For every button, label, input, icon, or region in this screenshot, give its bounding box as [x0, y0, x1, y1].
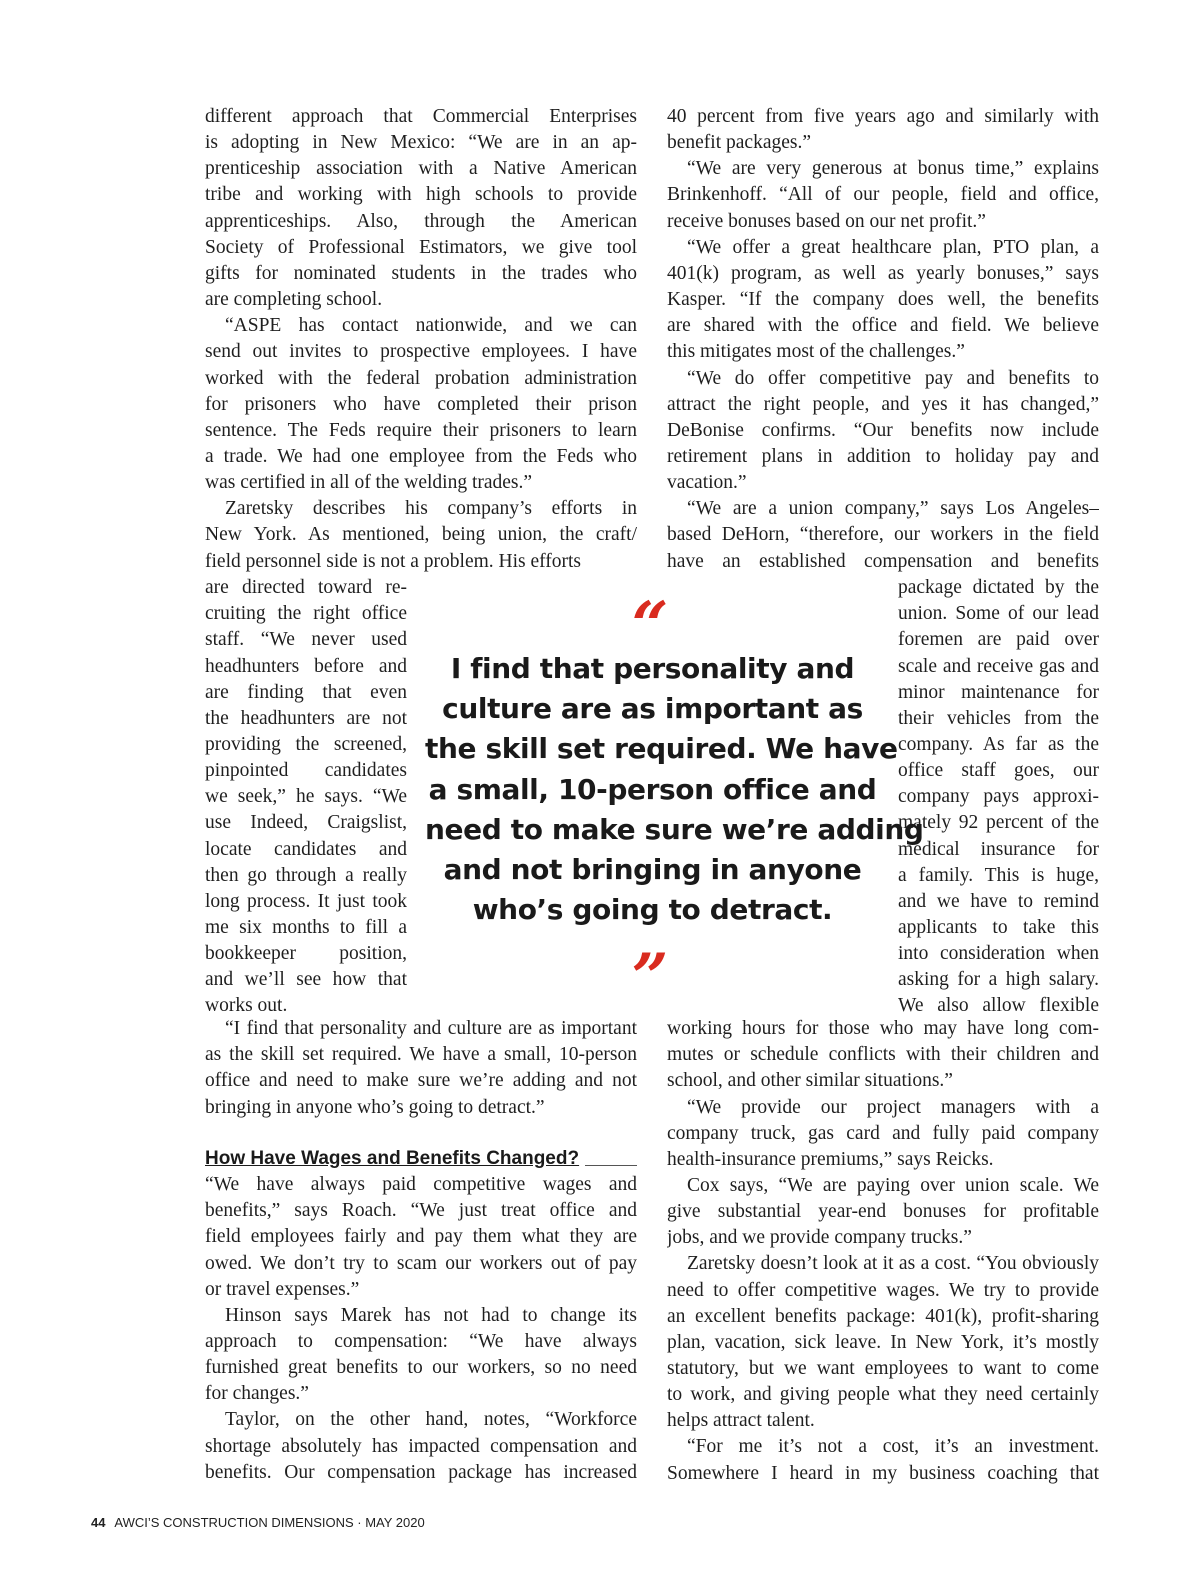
text-line: receive bonuses based on our net profit.”: [667, 210, 986, 232]
text-line: long process. It just took: [205, 890, 407, 912]
text-line: providing the screened,: [205, 733, 407, 755]
text-line: different approach that Commercial Enterprises: [205, 106, 637, 127]
text-line: Kasper. “If the company does well, the benefits: [667, 289, 1099, 310]
text-line: mately 92 percent of the: [898, 812, 1099, 834]
text-line: office staff goes, our: [898, 760, 1099, 781]
text-line: an excellent benefits package: 401(k), profit-sharing: [667, 1305, 1099, 1327]
text-line: send out invites to prospective employees. I have: [205, 341, 637, 363]
text-line: approach to compensation: “We have always: [205, 1330, 637, 1352]
pullquote-close-mark: ”: [631, 940, 669, 1015]
text-line: “For me it’s not a cost, it’s an investment.: [687, 1436, 1099, 1458]
text-line: benefits,” says Roach. “We just treat office and: [205, 1200, 637, 1222]
text-line: Taylor, on the other hand, notes, “Workforce: [225, 1409, 637, 1431]
text-line: this mitigates most of the challenges.”: [667, 341, 965, 363]
text-line: tribe and working with high schools to provide: [205, 184, 637, 206]
text-line: vacation.”: [667, 472, 747, 494]
text-line: “We are very generous at bonus time,” explains: [687, 158, 1099, 180]
pullquote-line: the skill set required. We have: [425, 732, 898, 766]
text-line: union. Some of our lead: [898, 603, 1099, 625]
text-line: asking for a high salary.: [898, 969, 1099, 991]
text-line: school, and other similar situations.”: [667, 1070, 953, 1092]
text-line: locate candidates and: [205, 838, 407, 860]
text-line: for changes.”: [205, 1383, 309, 1405]
page-number: 44: [91, 1515, 106, 1530]
text-line: worked with the federal probation administration: [205, 367, 637, 389]
text-line: 401(k) program, as well as yearly bonuses,” says: [667, 262, 1099, 284]
text-line: benefit packages.”: [667, 132, 812, 154]
text-line: a trade. We had one employee from the Feds who: [205, 445, 637, 467]
text-line: gifts for nominated students in the trades who: [205, 262, 637, 284]
text-line: or travel expenses.”: [205, 1278, 360, 1300]
text-line: “I find that personality and culture are as important: [225, 1018, 637, 1039]
text-line: minor maintenance for: [898, 681, 1099, 703]
text-line: jobs, and we provide company trucks.”: [667, 1227, 972, 1249]
text-line: their vehicles from the: [898, 707, 1099, 729]
text-line: headhunters before and: [205, 655, 407, 677]
text-line: applicants to take this: [898, 917, 1099, 938]
text-line: staff. “We never used: [205, 629, 407, 651]
text-line: Cox says, “We are paying over union scale. We: [687, 1174, 1099, 1196]
text-line: and we’ll see how that: [205, 969, 407, 991]
text-line: we seek,” he says. “We: [205, 786, 407, 808]
text-line: into consideration when: [898, 943, 1099, 965]
text-line: Somewhere I heard in my business coaching that: [667, 1462, 1099, 1484]
text-line: field personnel side is not a problem. His efforts: [205, 550, 582, 572]
text-line: 40 percent from five years ago and similarly with: [667, 106, 1099, 127]
text-line: is adopting in New Mexico: “We are in an ap-: [205, 132, 637, 154]
text-line: health-insurance premiums,” says Reicks.: [667, 1148, 994, 1170]
text-line: are finding that even: [205, 681, 407, 703]
heading-rule: [585, 1165, 637, 1166]
text-line: New York. As mentioned, being union, the craft/: [205, 524, 637, 546]
text-line: sentence. The Feds require their prisoners to learn: [205, 419, 637, 441]
text-line: statutory, but we want employees to want to come: [667, 1358, 1099, 1379]
text-line: package dictated by the: [898, 577, 1099, 598]
text-line: Society of Professional Estimators, we give tool: [205, 236, 637, 258]
text-line: based DeHorn, “therefore, our workers in the field: [667, 524, 1099, 546]
text-line: shortage absolutely has impacted compensation and: [205, 1435, 637, 1457]
text-line: then go through a really: [205, 864, 407, 886]
text-line: for prisoners who have completed their prison: [205, 393, 637, 415]
text-line: was certified in all of the welding trades.”: [205, 472, 533, 494]
text-line: prenticeship association with a Native American: [205, 158, 637, 180]
page-footer: [91, 1514, 425, 1532]
text-line: a family. This is huge,: [898, 864, 1099, 886]
text-line: DeBonise confirms. “Our benefits now include: [667, 419, 1099, 441]
text-line: pinpointed candidates: [205, 760, 407, 781]
text-line: use Indeed, Craigslist,: [205, 812, 407, 834]
text-line: bookkeeper position,: [205, 943, 407, 965]
text-line: “We provide our project managers with a: [687, 1096, 1099, 1118]
text-line: apprenticeships. Also, through the American: [205, 210, 637, 232]
text-line: “ASPE has contact nationwide, and we can: [225, 315, 637, 337]
text-line: are completing school.: [205, 289, 383, 310]
text-line: foremen are paid over: [898, 629, 1099, 651]
pullquote-line: who’s going to detract.: [472, 893, 833, 927]
text-line: Zaretsky describes his company’s efforts in: [225, 498, 637, 520]
text-line: benefits. Our compensation package has increased: [205, 1461, 637, 1483]
text-line: retirement plans in addition to holiday pay and: [667, 445, 1099, 467]
text-line: owed. We don’t try to scam our workers out of pay: [205, 1252, 637, 1274]
text-line: company truck, gas card and fully paid company: [667, 1122, 1099, 1144]
text-line: give substantial year-end bonuses for profitable: [667, 1201, 1099, 1222]
text-line: scale and receive gas and: [898, 655, 1099, 677]
text-line: the headhunters are not: [205, 707, 407, 729]
text-line: “We offer a great healthcare plan, PTO plan, a: [687, 236, 1099, 258]
text-line: have an established compensation and benefits: [667, 550, 1099, 572]
text-line: as the skill set required. We have a small, 10-person: [205, 1044, 637, 1066]
text-line: office and need to make sure we’re adding and not: [205, 1070, 637, 1092]
text-line: medical insurance for: [898, 838, 1099, 860]
text-line: Hinson says Marek has not had to change its: [225, 1304, 637, 1326]
text-line: helps attract talent.: [667, 1410, 815, 1432]
pullquote-open-mark: “: [631, 588, 669, 663]
pullquote-line: I find that personality and: [450, 652, 855, 685]
text-line: “We have always paid competitive wages and: [205, 1174, 637, 1195]
pullquote-line: culture are as important as: [442, 692, 863, 726]
pullquote-line: and not bringing in anyone: [443, 853, 862, 886]
pullquote-line: a small, 10-person office and: [428, 772, 877, 806]
text-line: works out.: [205, 995, 288, 1017]
text-line: are directed toward re-: [205, 577, 407, 598]
text-line: and we have to remind: [898, 890, 1099, 912]
text-line: need to offer competitive wages. We try to provide: [667, 1279, 1099, 1301]
text-line: to work, and giving people what they need certainly: [667, 1384, 1099, 1406]
text-line: mutes or schedule conflicts with their children and: [667, 1044, 1099, 1066]
text-line: furnished great benefits to our workers, so no need: [205, 1357, 637, 1378]
text-line: field employees fairly and pay them what they are: [205, 1226, 637, 1248]
text-line: plan, vacation, sick leave. In New York, it’s mostly: [667, 1331, 1099, 1353]
text-line: “We do offer competitive pay and benefits to: [687, 367, 1099, 389]
text-line: working hours for those who may have long com-: [667, 1018, 1099, 1039]
pullquote-line: need to make sure we’re adding: [425, 812, 924, 846]
text-line: Brinkenhoff. “All of our people, field and office,: [667, 184, 1099, 206]
text-line: company. As far as the: [898, 733, 1099, 755]
text-line: are shared with the office and field. We believe: [667, 315, 1099, 337]
text-line: attract the right people, and yes it has changed,”: [667, 393, 1099, 415]
text-line: company pays approxi-: [898, 786, 1099, 808]
text-line: bringing in anyone who’s going to detract.”: [205, 1096, 545, 1118]
text-line: We also allow flexible: [898, 995, 1099, 1017]
text-line: cruiting the right office: [205, 603, 407, 625]
text-line: Zaretsky doesn’t look at it as a cost. “You obviously: [687, 1253, 1099, 1275]
section-heading: How Have Wages and Benefits Changed?: [205, 1148, 580, 1169]
text-line: “We are a union company,” says Los Angeles–: [687, 498, 1099, 520]
publication-title: AWCI’S CONSTRUCTION DIMENSIONS · MAY 2020: [114, 1515, 425, 1530]
text-line: me six months to fill a: [205, 917, 407, 938]
